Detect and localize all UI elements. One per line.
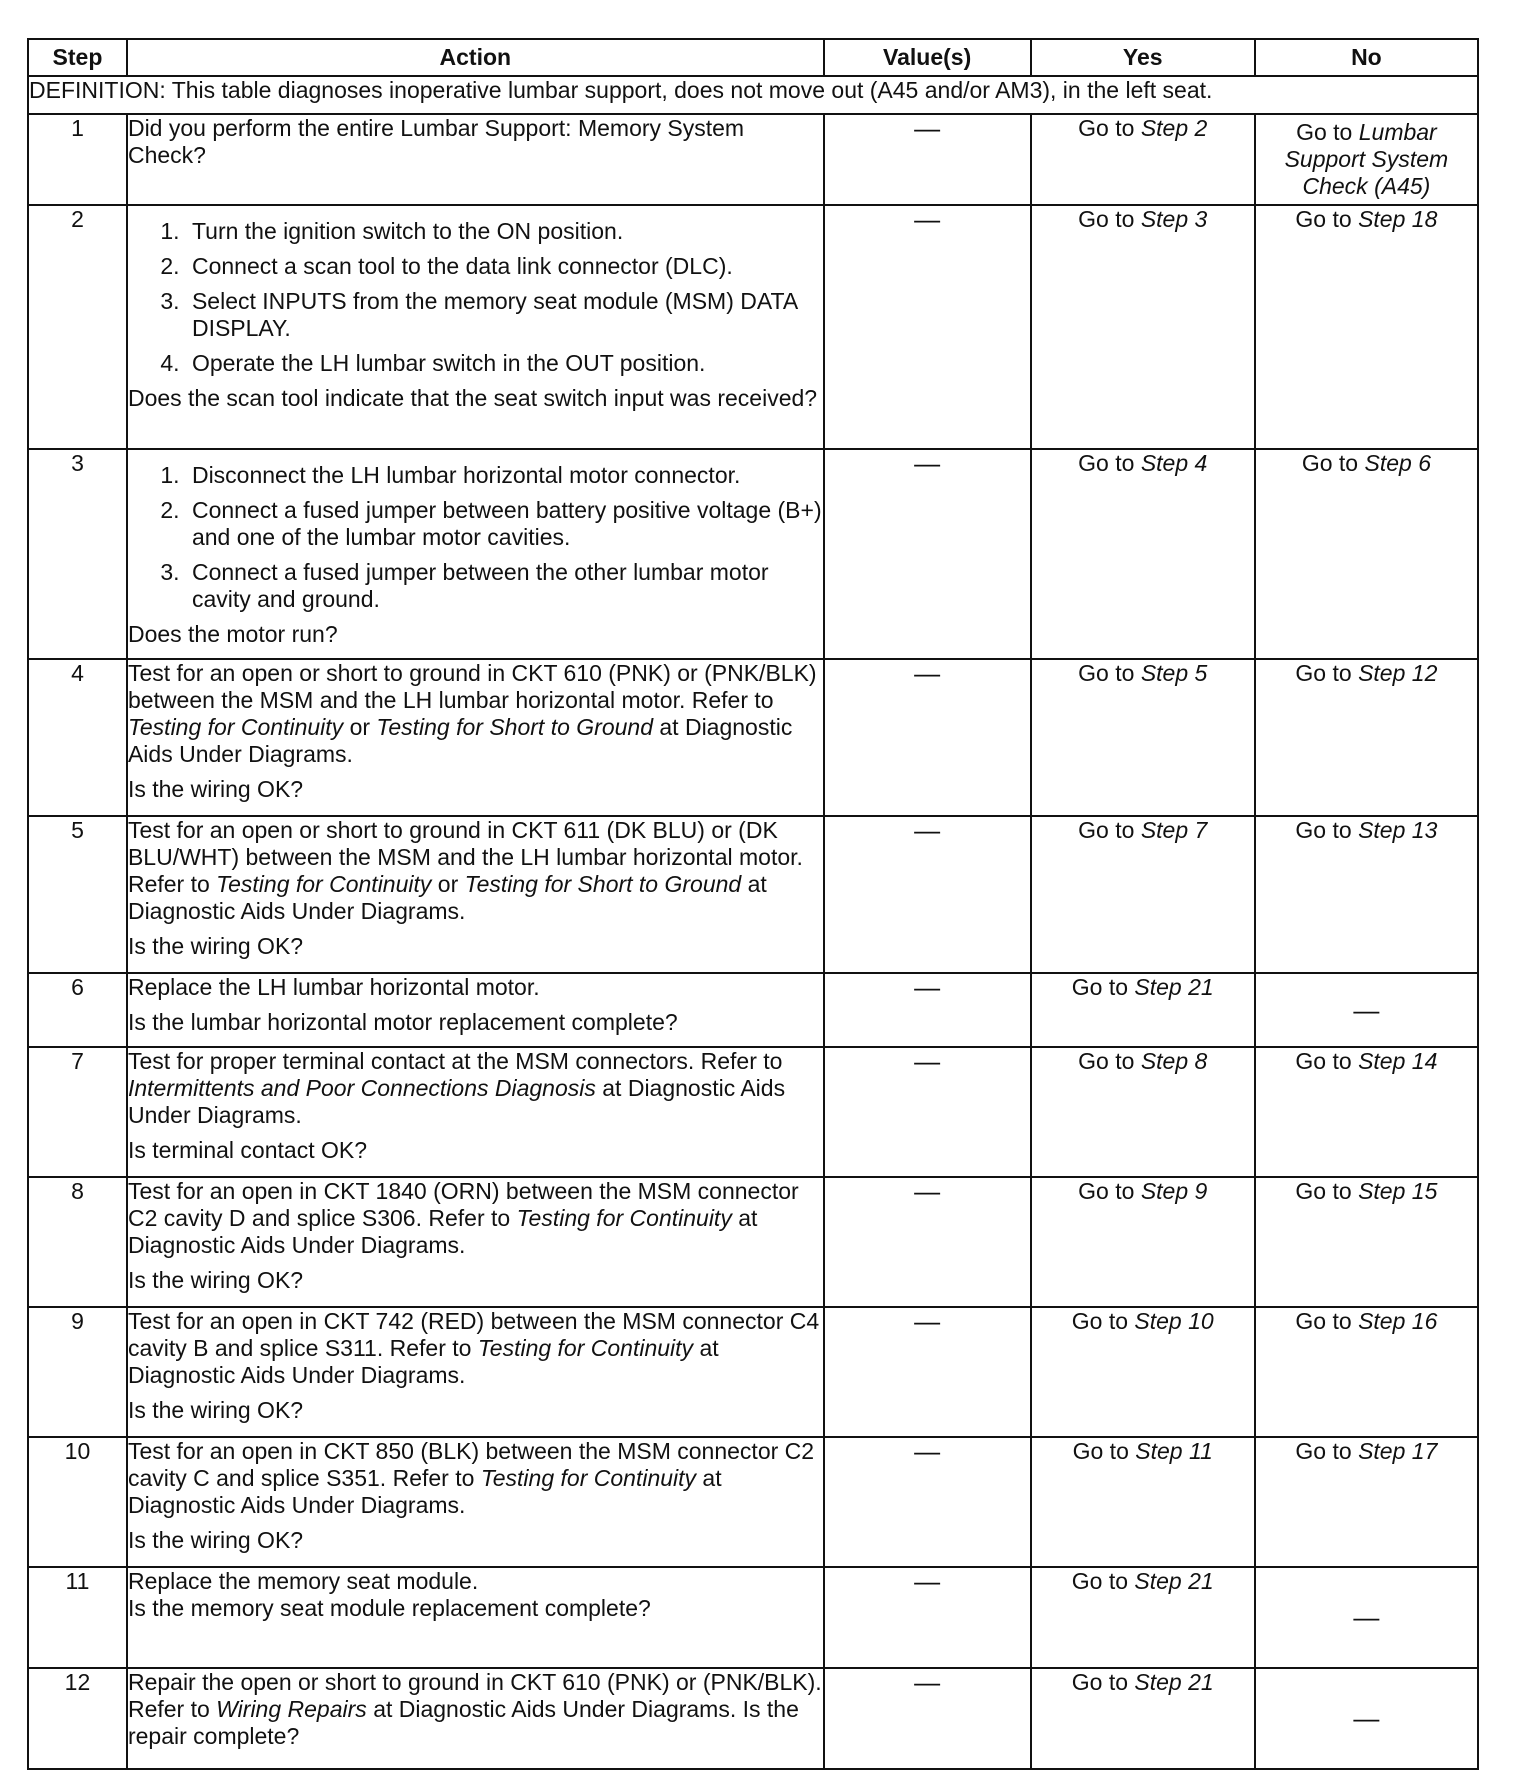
goto-label: Go to bbox=[1295, 660, 1352, 686]
action-text: Replace the memory seat module. bbox=[127, 1568, 479, 1594]
step-number: 12 bbox=[28, 1668, 127, 1769]
no-cell bbox=[1255, 1047, 1478, 1177]
goto-label: Go to bbox=[1078, 115, 1135, 141]
refer-label: Refer to bbox=[428, 1205, 511, 1231]
goto-label: Go to bbox=[1295, 1178, 1352, 1204]
goto-label: Go to bbox=[1295, 1438, 1352, 1464]
no-cell bbox=[1255, 114, 1478, 205]
action-question: Is the wiring OK? bbox=[127, 1397, 304, 1423]
value-cell: — bbox=[824, 659, 1031, 816]
action-text bbox=[128, 817, 823, 925]
reference-1: Testing for Continuity bbox=[216, 871, 432, 897]
action-question: Is the wiring OK? bbox=[127, 1267, 304, 1293]
action-text bbox=[128, 1308, 823, 1389]
no-step: Step 15 bbox=[1358, 1178, 1438, 1204]
goto-label: Go to bbox=[1295, 817, 1352, 843]
table-row bbox=[28, 1307, 1478, 1437]
goto-label: Go to bbox=[1078, 660, 1135, 686]
action-question: Is the wiring OK? bbox=[127, 776, 304, 802]
value-cell: — bbox=[824, 1047, 1031, 1177]
yes-cell bbox=[1031, 973, 1255, 1047]
table-row bbox=[28, 1668, 1478, 1769]
action-text bbox=[128, 660, 823, 768]
goto-label: Go to bbox=[1071, 974, 1129, 1000]
step-number: 10 bbox=[28, 1437, 127, 1567]
table-row bbox=[28, 449, 1478, 659]
action-cell bbox=[127, 973, 824, 1047]
reference-2: Testing for Short to Ground bbox=[464, 871, 742, 897]
refer-label: Refer to bbox=[392, 1465, 475, 1491]
yes-step: Step 8 bbox=[1140, 1048, 1208, 1074]
goto-label: Go to bbox=[1078, 450, 1135, 476]
list-item: 3. Select INPUTS from the memory seat module (MSM) DATA DISPLAY. bbox=[186, 288, 823, 342]
goto-label: Go to bbox=[1296, 119, 1353, 145]
action-cell bbox=[127, 816, 824, 973]
reference-1: Testing for Continuity bbox=[480, 1465, 697, 1491]
action-body: Test for an open in CKT 742 (RED) between the MSM connector C4 cavity B and splice S311. bbox=[127, 1308, 820, 1361]
step-number: 1 bbox=[28, 114, 127, 205]
yes-cell bbox=[1031, 1177, 1255, 1307]
yes-step: Step 21 bbox=[1134, 974, 1214, 1000]
action-cell bbox=[127, 1047, 824, 1177]
reference-1: Intermittents and Poor Connections Diagnosis bbox=[127, 1075, 596, 1101]
value-cell: — bbox=[824, 1177, 1031, 1307]
table-row bbox=[28, 1567, 1478, 1668]
yes-cell bbox=[1031, 205, 1255, 449]
goto-label: Go to bbox=[1078, 1178, 1135, 1204]
value-cell: — bbox=[824, 1567, 1031, 1668]
list-item: 3. Connect a fused jumper between the other lumbar motor cavity and ground. bbox=[186, 559, 823, 613]
action-body: Repair the open or short to ground in CKT 610 (PNK) or (PNK/BLK). bbox=[127, 1669, 822, 1695]
goto-label: Go to bbox=[1295, 206, 1352, 232]
reference-1: Testing for Continuity bbox=[516, 1205, 732, 1231]
action-cell bbox=[127, 1668, 824, 1769]
value-cell: — bbox=[824, 205, 1031, 449]
goto-label: Go to bbox=[1071, 1568, 1129, 1594]
yes-step: Step 9 bbox=[1140, 1178, 1208, 1204]
definition-row bbox=[28, 76, 1478, 114]
yes-step: Step 5 bbox=[1140, 660, 1208, 686]
list-item: 1. Turn the ignition switch to the ON position. bbox=[186, 218, 823, 245]
action-cell bbox=[127, 1567, 824, 1668]
yes-cell bbox=[1031, 1567, 1255, 1668]
action-question: Is the lumbar horizontal motor replacement complete? bbox=[127, 1009, 678, 1035]
action-list bbox=[128, 462, 823, 613]
yes-cell bbox=[1031, 1047, 1255, 1177]
action-question: Is terminal contact OK? bbox=[127, 1137, 367, 1163]
value-cell: — bbox=[824, 1668, 1031, 1769]
action-cell bbox=[127, 449, 824, 659]
refer-label: Refer to bbox=[127, 1696, 210, 1722]
table-row bbox=[28, 1047, 1478, 1177]
action-cell bbox=[127, 114, 824, 205]
table-row bbox=[28, 114, 1478, 205]
yes-cell bbox=[1031, 1307, 1255, 1437]
step-number: 2 bbox=[28, 205, 127, 449]
value-cell: — bbox=[824, 449, 1031, 659]
action-cell bbox=[127, 1177, 824, 1307]
table-row bbox=[28, 659, 1478, 816]
reference-1: Wiring Repairs bbox=[216, 1696, 367, 1722]
no-step: Lumbar Support System Check (A45) bbox=[1284, 119, 1449, 199]
action-body: Test for an open or short to ground in CKT 610 (PNK) or (PNK/BLK) between the MSM and the LH lumbar horizontal motor. bbox=[127, 660, 817, 713]
yes-cell bbox=[1031, 1437, 1255, 1567]
yes-cell bbox=[1031, 449, 1255, 659]
yes-step: Step 7 bbox=[1140, 817, 1208, 843]
action-body: Test for proper terminal contact at the MSM connectors. bbox=[127, 1048, 695, 1074]
no-cell bbox=[1255, 449, 1478, 659]
table-row bbox=[28, 1437, 1478, 1567]
aids-label: at Diagnostic Aids Under Diagrams. bbox=[127, 1205, 758, 1258]
action-question: Does the scan tool indicate that the seat switch input was received? bbox=[127, 385, 818, 411]
yes-step: Step 21 bbox=[1134, 1568, 1214, 1594]
header-action: Action bbox=[127, 39, 824, 76]
or-label: or bbox=[437, 871, 459, 897]
action-cell bbox=[127, 205, 824, 449]
table-row bbox=[28, 205, 1478, 449]
aids-label: at Diagnostic Aids Under Diagrams. bbox=[127, 1335, 719, 1388]
refer-label: Refer to bbox=[127, 871, 210, 897]
refer-label: Refer to bbox=[691, 687, 774, 713]
goto-label: Go to bbox=[1078, 206, 1135, 232]
value-cell: — bbox=[824, 1437, 1031, 1567]
no-step: Step 18 bbox=[1358, 206, 1438, 232]
action-text bbox=[128, 1669, 823, 1750]
no-step: Step 17 bbox=[1358, 1438, 1438, 1464]
no-step: Step 13 bbox=[1358, 817, 1438, 843]
action-text: Did you perform the entire Lumbar Support: Memory System Check? bbox=[127, 115, 745, 168]
value-cell: — bbox=[824, 1307, 1031, 1437]
table-row bbox=[28, 816, 1478, 973]
step-number: 9 bbox=[28, 1307, 127, 1437]
yes-cell bbox=[1031, 1668, 1255, 1769]
no-cell bbox=[1255, 1307, 1478, 1437]
header-row bbox=[28, 39, 1478, 76]
goto-label: Go to bbox=[1295, 1048, 1352, 1074]
aids-label: at Diagnostic Aids Under Diagrams. bbox=[127, 1075, 786, 1128]
list-item: 2. Connect a scan tool to the data link connector (DLC). bbox=[186, 253, 823, 280]
diagnostic-table bbox=[27, 38, 1479, 1770]
aids-label: at Diagnostic Aids Under Diagrams. bbox=[127, 871, 767, 924]
step-number: 5 bbox=[28, 816, 127, 973]
action-text bbox=[128, 1048, 823, 1129]
goto-label: Go to bbox=[1295, 1308, 1352, 1334]
no-cell: — bbox=[1255, 1567, 1478, 1668]
action-cell bbox=[127, 1437, 824, 1567]
reference-1: Testing for Continuity bbox=[477, 1335, 694, 1361]
no-cell bbox=[1255, 205, 1478, 449]
action-text: Replace the LH lumbar horizontal motor. bbox=[127, 974, 540, 1000]
action-question: Is the wiring OK? bbox=[127, 1527, 304, 1553]
yes-step: Step 10 bbox=[1134, 1308, 1214, 1334]
table-row bbox=[28, 973, 1478, 1047]
step-number: 8 bbox=[28, 1177, 127, 1307]
yes-cell bbox=[1031, 659, 1255, 816]
no-cell bbox=[1255, 659, 1478, 816]
goto-label: Go to bbox=[1301, 450, 1359, 476]
header-yes: Yes bbox=[1031, 39, 1255, 76]
reference-1: Testing for Continuity bbox=[127, 714, 344, 740]
aids-label: at Diagnostic Aids Under Diagrams. bbox=[127, 714, 793, 767]
yes-step: Step 2 bbox=[1140, 115, 1208, 141]
step-number: 6 bbox=[28, 973, 127, 1047]
goto-label: Go to bbox=[1078, 1048, 1135, 1074]
value-cell: — bbox=[824, 816, 1031, 973]
step-number: 11 bbox=[28, 1567, 127, 1668]
refer-label: Refer to bbox=[389, 1335, 472, 1361]
action-text bbox=[128, 1178, 823, 1259]
no-cell bbox=[1255, 816, 1478, 973]
yes-step: Step 11 bbox=[1135, 1438, 1213, 1464]
action-cell bbox=[127, 659, 824, 816]
no-cell: — bbox=[1255, 973, 1478, 1047]
header-no: No bbox=[1255, 39, 1478, 76]
header-values: Value(s) bbox=[824, 39, 1031, 76]
no-cell: — bbox=[1255, 1668, 1478, 1769]
yes-step: Step 21 bbox=[1134, 1669, 1214, 1695]
goto-label: Go to bbox=[1071, 1308, 1129, 1334]
action-question: Is the wiring OK? bbox=[127, 933, 304, 959]
no-step: Step 14 bbox=[1358, 1048, 1438, 1074]
refer-label: Refer to bbox=[700, 1048, 783, 1074]
action-text bbox=[128, 1438, 823, 1519]
action-body: Test for an open in CKT 850 (BLK) between the MSM connector C2 cavity C and splice S351. bbox=[127, 1438, 815, 1491]
yes-cell bbox=[1031, 816, 1255, 973]
yes-cell bbox=[1031, 114, 1255, 205]
action-tail: at Diagnostic Aids Under Diagrams. Is the repair complete? bbox=[127, 1696, 799, 1749]
list-item: 1. Disconnect the LH lumbar horizontal motor connector. bbox=[186, 462, 823, 489]
action-question: Does the motor run? bbox=[127, 621, 338, 647]
goto-label: Go to bbox=[1078, 817, 1135, 843]
step-number: 3 bbox=[28, 449, 127, 659]
value-cell: — bbox=[824, 114, 1031, 205]
list-item: 4. Operate the LH lumbar switch in the OUT position. bbox=[186, 350, 823, 377]
action-cell bbox=[127, 1307, 824, 1437]
goto-label: Go to bbox=[1071, 1669, 1129, 1695]
or-label: or bbox=[349, 714, 371, 740]
table-row bbox=[28, 1177, 1478, 1307]
yes-step: Step 4 bbox=[1140, 450, 1208, 476]
aids-label: at Diagnostic Aids Under Diagrams. bbox=[127, 1465, 722, 1518]
yes-step: Step 3 bbox=[1140, 206, 1208, 232]
no-cell bbox=[1255, 1437, 1478, 1567]
reference-2: Testing for Short to Ground bbox=[376, 714, 653, 740]
action-list bbox=[128, 218, 823, 377]
header-step: Step bbox=[28, 39, 127, 76]
goto-label: Go to bbox=[1072, 1438, 1129, 1464]
no-step: Step 6 bbox=[1364, 450, 1431, 476]
action-body: Test for an open in CKT 1840 (ORN) between the MSM connector C2 cavity D and splice S306. bbox=[127, 1178, 799, 1231]
no-cell bbox=[1255, 1177, 1478, 1307]
definition-text: DEFINITION: This table diagnoses inoperative lumbar support, does not move out (A45 and/or AM3), in the left seat. bbox=[28, 76, 1478, 114]
no-step: Step 16 bbox=[1358, 1308, 1438, 1334]
action-question: Is the memory seat module replacement complete? bbox=[127, 1595, 651, 1621]
no-step: Step 12 bbox=[1358, 660, 1438, 686]
step-number: 7 bbox=[28, 1047, 127, 1177]
list-item: 2. Connect a fused jumper between battery positive voltage (B+) and one of the lumbar motor cavities. bbox=[186, 497, 823, 551]
step-number: 4 bbox=[28, 659, 127, 816]
action-body: Test for an open or short to ground in CKT 611 (DK BLU) or (DK BLU/WHT) between the MSM and the LH lumbar horizontal motor. bbox=[127, 817, 803, 870]
value-cell: — bbox=[824, 973, 1031, 1047]
